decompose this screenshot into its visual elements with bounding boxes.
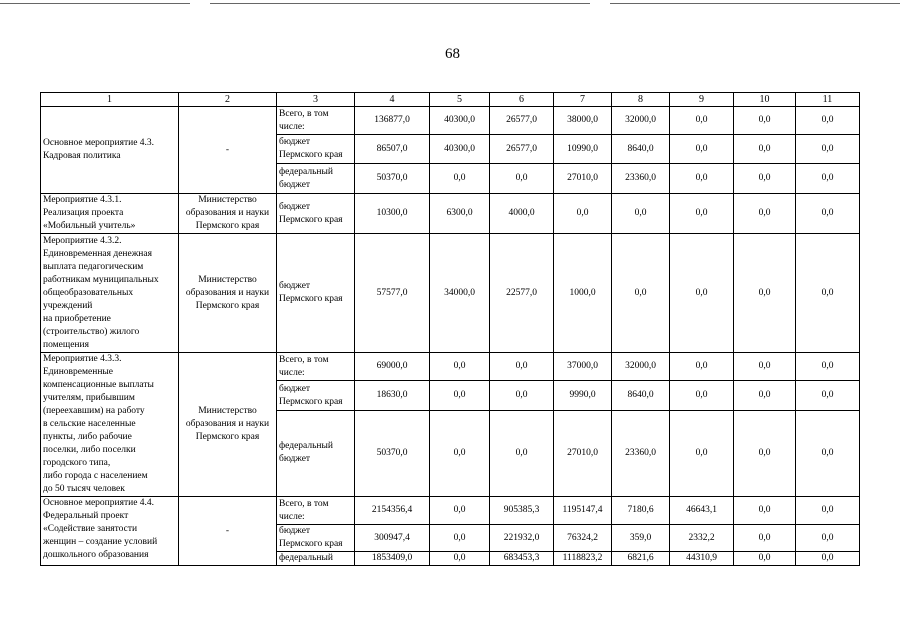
amount-cell: 32000,0 — [612, 353, 670, 381]
amount-cell: 0,0 — [430, 552, 490, 566]
amount-cell: 0,0 — [796, 353, 860, 381]
executor-cell: Министерство образования и науки Пермского края — [179, 234, 277, 353]
executor-cell: Министерство образования и науки Пермского края — [179, 194, 277, 234]
amount-cell: 0,0 — [734, 381, 796, 410]
amount-cell: 0,0 — [796, 410, 860, 496]
funding-source-cell: бюджет Пермского края — [277, 525, 355, 552]
amount-cell: 0,0 — [734, 353, 796, 381]
column-header: 6 — [490, 93, 554, 107]
table-row — [41, 234, 860, 353]
amount-cell: 27010,0 — [554, 410, 612, 496]
amount-cell: 1195147,4 — [554, 497, 612, 525]
amount-cell: 683453,3 — [490, 552, 554, 566]
funding-source-cell: федеральный бюджет — [277, 410, 355, 496]
amount-cell: 0,0 — [430, 164, 490, 194]
amount-cell: 0,0 — [430, 525, 490, 552]
table-header-row — [41, 93, 860, 107]
funding-source-cell: Всего, в том числе: — [277, 107, 355, 135]
amount-cell: 0,0 — [734, 525, 796, 552]
amount-cell: 0,0 — [670, 135, 734, 164]
funding-source-cell: Всего, в том числе: — [277, 497, 355, 525]
table-row — [41, 107, 860, 135]
amount-cell: 0,0 — [670, 410, 734, 496]
amount-cell: 0,0 — [670, 353, 734, 381]
amount-cell: 7180,6 — [612, 497, 670, 525]
amount-cell: 50370,0 — [355, 410, 430, 496]
amount-cell: 1853409,0 — [355, 552, 430, 566]
amount-cell: 0,0 — [670, 194, 734, 234]
executor-cell: - — [179, 107, 277, 194]
column-header: 4 — [355, 93, 430, 107]
amount-cell: 0,0 — [734, 552, 796, 566]
amount-cell: 0,0 — [430, 497, 490, 525]
executor-cell: - — [179, 497, 277, 566]
amount-cell: 0,0 — [430, 353, 490, 381]
amount-cell: 10300,0 — [355, 194, 430, 234]
amount-cell: 1118823,2 — [554, 552, 612, 566]
column-header: 5 — [430, 93, 490, 107]
amount-cell: 0,0 — [670, 234, 734, 353]
amount-cell: 0,0 — [430, 381, 490, 410]
amount-cell: 0,0 — [796, 107, 860, 135]
amount-cell: 23360,0 — [612, 410, 670, 496]
funding-source-cell: бюджет Пермского края — [277, 381, 355, 410]
amount-cell: 32000,0 — [612, 107, 670, 135]
amount-cell: 50370,0 — [355, 164, 430, 194]
amount-cell: 0,0 — [796, 552, 860, 566]
event-name-cell: Мероприятие 4.3.3. Единовременные компенсационные выплаты учителям, прибывшим (переехавшим) на работу в сельские населенные пункты, либо рабочие поселки, либо поселки городского типа, либо города с населением до 50 тысяч человек — [41, 353, 179, 497]
amount-cell: 40300,0 — [430, 135, 490, 164]
column-header: 1 — [41, 93, 179, 107]
table-row — [41, 497, 860, 525]
column-header: 2 — [179, 93, 277, 107]
amount-cell: 0,0 — [734, 164, 796, 194]
event-name-cell: Мероприятие 4.3.2. Единовременная денежная выплата педагогическим работникам муниципальных общеобразовательных учреждений на приобретение (строительство) жилого помещения — [41, 234, 179, 353]
amount-cell: 300947,4 — [355, 525, 430, 552]
executor-cell: Министерство образования и науки Пермского края — [179, 353, 277, 497]
amount-cell: 40300,0 — [430, 107, 490, 135]
funding-source-cell: бюджет Пермского края — [277, 194, 355, 234]
amount-cell: 26577,0 — [490, 135, 554, 164]
amount-cell: 38000,0 — [554, 107, 612, 135]
amount-cell: 0,0 — [796, 497, 860, 525]
amount-cell: 0,0 — [796, 234, 860, 353]
budget-table — [40, 92, 860, 566]
funding-source-cell: бюджет Пермского края — [277, 135, 355, 164]
amount-cell: 0,0 — [796, 194, 860, 234]
amount-cell: 0,0 — [490, 381, 554, 410]
amount-cell: 44310,9 — [670, 552, 734, 566]
column-header: 11 — [796, 93, 860, 107]
amount-cell: 0,0 — [612, 234, 670, 353]
column-header: 3 — [277, 93, 355, 107]
amount-cell: 0,0 — [490, 410, 554, 496]
event-name-cell: Основное мероприятие 4.4. Федеральный проект «Содействие занятости женщин – создание условий дошкольного образования — [41, 497, 179, 566]
event-name-cell: Мероприятие 4.3.1. Реализация проекта «Мобильный учитель» — [41, 194, 179, 234]
funding-source-cell: федеральный бюджет — [277, 164, 355, 194]
column-header: 9 — [670, 93, 734, 107]
funding-source-cell: бюджет Пермского края — [277, 234, 355, 353]
amount-cell: 0,0 — [734, 497, 796, 525]
amount-cell: 0,0 — [796, 381, 860, 410]
amount-cell: 905385,3 — [490, 497, 554, 525]
amount-cell: 0,0 — [796, 525, 860, 552]
amount-cell: 0,0 — [796, 135, 860, 164]
table-row — [41, 194, 860, 234]
column-header: 10 — [734, 93, 796, 107]
amount-cell: 27010,0 — [554, 164, 612, 194]
amount-cell: 37000,0 — [554, 353, 612, 381]
amount-cell: 0,0 — [734, 410, 796, 496]
amount-cell: 23360,0 — [612, 164, 670, 194]
scan-top-line — [210, 3, 590, 4]
amount-cell: 359,0 — [612, 525, 670, 552]
amount-cell: 0,0 — [670, 381, 734, 410]
amount-cell: 0,0 — [490, 164, 554, 194]
amount-cell: 8640,0 — [612, 135, 670, 164]
amount-cell: 0,0 — [670, 164, 734, 194]
amount-cell: 136877,0 — [355, 107, 430, 135]
column-header: 8 — [612, 93, 670, 107]
amount-cell: 0,0 — [490, 353, 554, 381]
amount-cell: 76324,2 — [554, 525, 612, 552]
scan-top-line — [610, 3, 900, 4]
amount-cell: 2332,2 — [670, 525, 734, 552]
amount-cell: 4000,0 — [490, 194, 554, 234]
page-number: 68 — [445, 46, 460, 62]
amount-cell: 34000,0 — [430, 234, 490, 353]
amount-cell: 0,0 — [430, 410, 490, 496]
amount-cell: 10990,0 — [554, 135, 612, 164]
amount-cell: 0,0 — [612, 194, 670, 234]
amount-cell: 1000,0 — [554, 234, 612, 353]
amount-cell: 0,0 — [796, 164, 860, 194]
amount-cell: 22577,0 — [490, 234, 554, 353]
amount-cell: 2154356,4 — [355, 497, 430, 525]
amount-cell: 26577,0 — [490, 107, 554, 135]
amount-cell: 57577,0 — [355, 234, 430, 353]
amount-cell: 86507,0 — [355, 135, 430, 164]
scan-top-line — [0, 3, 190, 4]
amount-cell: 221932,0 — [490, 525, 554, 552]
amount-cell: 9990,0 — [554, 381, 612, 410]
amount-cell: 0,0 — [734, 194, 796, 234]
amount-cell: 0,0 — [734, 135, 796, 164]
funding-source-cell: Всего, в том числе: — [277, 353, 355, 381]
amount-cell: 6300,0 — [430, 194, 490, 234]
amount-cell: 0,0 — [554, 194, 612, 234]
funding-source-cell: федеральный — [277, 552, 355, 566]
table-row — [41, 353, 860, 381]
amount-cell: 18630,0 — [355, 381, 430, 410]
amount-cell: 8640,0 — [612, 381, 670, 410]
amount-cell: 0,0 — [670, 107, 734, 135]
amount-cell: 0,0 — [734, 107, 796, 135]
event-name-cell: Основное мероприятие 4.3. Кадровая политика — [41, 107, 179, 194]
amount-cell: 0,0 — [734, 234, 796, 353]
amount-cell: 69000,0 — [355, 353, 430, 381]
amount-cell: 46643,1 — [670, 497, 734, 525]
column-header: 7 — [554, 93, 612, 107]
amount-cell: 6821,6 — [612, 552, 670, 566]
